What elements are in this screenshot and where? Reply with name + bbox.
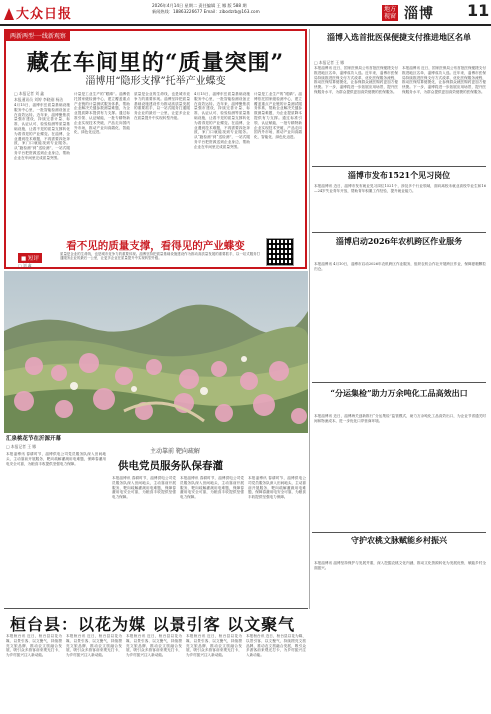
- volunteer-kicker: 主动靠前 靶向疏解: [150, 448, 200, 455]
- photo-credit: □ 本报记者 王 娜: [6, 444, 36, 449]
- article-headline-internship: 淄博市发布1521个见习岗位: [347, 170, 451, 180]
- article-headline-farm-machinery: 淄博启动2026年农机跨区作业服务: [335, 236, 463, 246]
- lead-headline: 藏在车间里的“质量突围”: [26, 50, 285, 76]
- masthead-info: [152, 3, 260, 15]
- article-body-customs: 本报淄博讯 近日，淄博海关创新推行“分运集检”监管模式，助力万余吨化工品高效出口，为企业节省通关时间和物流成本，进一步优化口岸营商环境。: [314, 414, 486, 423]
- article-body-peach-culture: 本报淄博讯 淄博坚持保护与发展并重，深入挖掘农桃文化内涵，推动文化资源转化为发展优势，赋能乡村全面振兴。: [314, 561, 486, 570]
- commentary-body: 质量是企业的生命线，也是城市竞争力的重要体现。淄博坚持把质量基础设施建设作为推动高质量发展的重要抓手，以一站式服务打通服务企业的最后一公里，让更多企业在质量提升中实现转型升级。: [60, 252, 260, 261]
- newspaper-logo: [4, 3, 72, 22]
- lead-byline: □ 本报记者 刘 鑫 本报通讯员 刘婷 李晓刚 杨洁: [14, 91, 64, 102]
- article-body-internship: 本报淄博讯 近日，淄博市发布就业见习岗位1521个，涉及多个行业领域，面向离校未就业高校毕业生和16—24岁失业青年开放，帮助青年积累工作经验，提升就业能力。: [314, 184, 486, 193]
- volunteer-body-col3: 本报淄博讯 春耕时节，淄博供电公司党员服务队深入田间地头，主动靠前开展服务，靶向疏解灌溉用电难题，保障春灌用电安全可靠，为粮食丰收提供坚强电力保障。: [248, 476, 306, 500]
- article-body-medical-insurance-col2: 本报淄博讯 近日，国家医保局公布首批医保便捷支付推进地区名单，淄博成功入选。近年来，淄博市医保局持续推进医保支付方式改革，优化医保服务流程，推动医保结算便捷化，让参保群众就医购药更加方便快捷。下一步，淄博将进一步拓展应用场景，提升医保服务水平，为群众提供更加高效便捷的医保服务。: [402, 66, 486, 94]
- logo-text: 大众日报: [16, 7, 73, 22]
- article-body-medical-insurance-col1: 本报淄博讯 近日，国家医保局公布首批医保便捷支付推进地区名单，淄博成功入选。近年来，淄博市医保局持续推进医保支付方式改革，优化医保服务流程，推动医保结算便捷化，让参保群众就医购药更加方便快捷。下一步，淄博将进一步拓展应用场景，提升医保服务水平，为群众提供更加高效便捷的医保服务。: [314, 66, 398, 94]
- lead-column-5: 计量是工业生产的“眼睛”。淄博依托国家级检测中心，建立覆盖重点产业链的计量测试服务体系，帮助企业解决关键参数测量难题，为企业提质降本提供有力支撑。通过标准引领、认证赋能，一批专精特新企业实现技术突破，产品走向国内外市场，推动产业向高端化、智能化、绿色化迈进。: [254, 92, 302, 140]
- article-headline-medical-insurance: 淄博入选首批医保便捷支付推进地区名单: [327, 32, 471, 42]
- volunteer-body-col2: 本报淄博讯 春耕时节，淄博供电公司党员服务队深入田间地头，主动靠前开展服务，靶向疏解灌溉用电难题，保障春灌用电安全可靠，为粮食丰收提供坚强电力保障。: [180, 476, 244, 500]
- article-body-farm-machinery: 本报淄博讯 4月10日，淄博市启动2026年农机跨区作业服务，组织农机合作社开展跨区作业，保障夏粮颗粒归仓。: [314, 262, 486, 271]
- huantai-body-col1: 本报桓台讯 近日，桓台县以花为媒、以景引客、以文聚气，持续擦亮文旅品牌，推动农文旅融合发展，吸引众多游客前来观光打卡，为乡村振兴注入新动能。: [6, 634, 62, 658]
- lead-column-3: 质量是企业的生命线，也是城市竞争力的重要体现。淄博坚持把质量基础设施建设作为推动高质量发展的重要抓手，以一站式服务打通服务企业的最后一公里，让更多企业在质量提升中实现转型升级。: [134, 92, 190, 120]
- commentary-tag: ■ 短评: [18, 253, 42, 263]
- divider-line: [312, 382, 486, 383]
- logo-emblem-icon: [4, 8, 14, 20]
- volunteer-headline: 供电党员服务队保春灌: [118, 460, 223, 472]
- masthead-contact-line: 新闻热线：18863226677 Email：zibodzrb@163.com: [152, 9, 260, 14]
- page-number: 11: [467, 1, 490, 20]
- article-headline-peach-culture: 守护农桃文脉赋能乡村振兴: [351, 535, 447, 545]
- lead-commentary-headline: 看不见的质量支撑，看得见的产业蝶变: [66, 240, 245, 252]
- landscape-illustration: [4, 271, 308, 433]
- huantai-body-col4: 本报桓台讯 近日，桓台县以花为媒、以景引客、以文聚气，持续擦亮文旅品牌，推动农文旅融合发展，吸引众多游客前来观光打卡，为乡村振兴注入新动能。: [186, 634, 242, 658]
- article-byline-medical-insurance: □ 本报记者 王 娜: [314, 60, 344, 65]
- commentary-byline: □ 刘 鑫: [18, 263, 32, 268]
- region-tag: 地方视窗: [384, 6, 397, 20]
- region-name: 淄博: [404, 6, 434, 22]
- masthead-date-line: 2026年4月14日 星期二 责任编辑 王 娜 版 588 期: [152, 3, 247, 8]
- column-divider: [309, 29, 310, 609]
- huantai-headline: 桓台县：以花为媒 以景引客 以文聚气: [10, 615, 296, 634]
- masthead: [0, 0, 491, 26]
- lead-column-4: 4月15日，淄博东岳质量基础设施服务中心里，一批智能检测设备正在高效运转。近年来，淄博聚焦质量强市建设，持续完善计量、标准、认证认可、检验检测等质量基础设施，让看不见的质量支撑转化为看得见的产业蝶变。在淄博，企业遇到技术难题，不再需要四处奔波，家门口就能找到专业服务。从“跑检测”到“送检测”，一站式服务平台把资源送到企业身边，帮助企业在车间里完成质量突围。: [194, 92, 250, 149]
- divider-line: [312, 532, 486, 533]
- huantai-body-col2: 本报桓台讯 近日，桓台县以花为媒、以景引客、以文聚气，持续擦亮文旅品牌，推动农文旅融合发展，吸引众多游客前来观光打卡，为乡村振兴注入新动能。: [66, 634, 122, 658]
- photo-caption: 汇泉桃花节在沂源开幕: [6, 436, 62, 442]
- flower-festival-photo: [4, 271, 308, 433]
- divider-line: [312, 166, 486, 167]
- lead-column-1: 4月15日，淄博东岳质量基础设施服务中心里，一批智能检测设备正在高效运转。近年来，淄博聚焦质量强市建设，持续完善计量、标准、认证认可、检验检测等质量基础设施，让看不见的质量支撑转化为看得见的产业蝶变。在淄博，企业遇到技术难题，不再需要四处奔波，家门口就能找到专业服务。从“跑检测”到“送检测”，一站式服务平台把资源送到企业身边，帮助企业在车间里完成质量突围。: [14, 103, 70, 160]
- lead-subheadline: 淄博用“隐形支撑”托举产业蝶变: [85, 76, 226, 87]
- lead-column-2: 计量是工业生产的“眼睛”。淄博依托国家级检测中心，建立覆盖重点产业链的计量测试服务体系，帮助企业解决关键参数测量难题，为企业提质降本提供有力支撑。通过标准引领、认证赋能，一批专精特新企业实现技术突破，产品走向国内外市场，推动产业向高端化、智能化、绿色化迈进。: [74, 92, 130, 135]
- qr-code-icon: [266, 238, 294, 266]
- huantai-body-col5: 本报桓台讯 近日，桓台县以花为媒、以景引客、以文聚气，持续擦亮文旅品牌，推动农文旅融合发展，吸引众多游客前来观光打卡，为乡村振兴注入新动能。: [246, 634, 306, 658]
- volunteer-body-col1: 本报淄博讯 春耕时节，淄博供电公司党员服务队深入田间地头，主动靠前开展服务，靶向疏解灌溉用电难题，保障春灌用电安全可靠，为粮食丰收提供坚强电力保障。: [112, 476, 176, 500]
- lead-section-label: 两新两型·一线新观察: [6, 30, 70, 41]
- divider-line: [312, 232, 486, 233]
- article-headline-customs: “分运集检”助力万余吨化工品高效出口: [330, 388, 468, 398]
- photo-story-body: 本报淄博讯 春耕时节，淄博供电公司党员服务队深入田间地头，主动靠前开展服务，靶向疏解灌溉用电难题，保障春灌用电安全可靠，为粮食丰收提供坚强电力保障。: [6, 452, 106, 466]
- divider-line: [4, 608, 308, 609]
- huantai-body-col3: 本报桓台讯 近日，桓台县以花为媒、以景引客、以文聚气，持续擦亮文旅品牌，推动农文旅融合发展，吸引众多游客前来观光打卡，为乡村振兴注入新动能。: [126, 634, 182, 658]
